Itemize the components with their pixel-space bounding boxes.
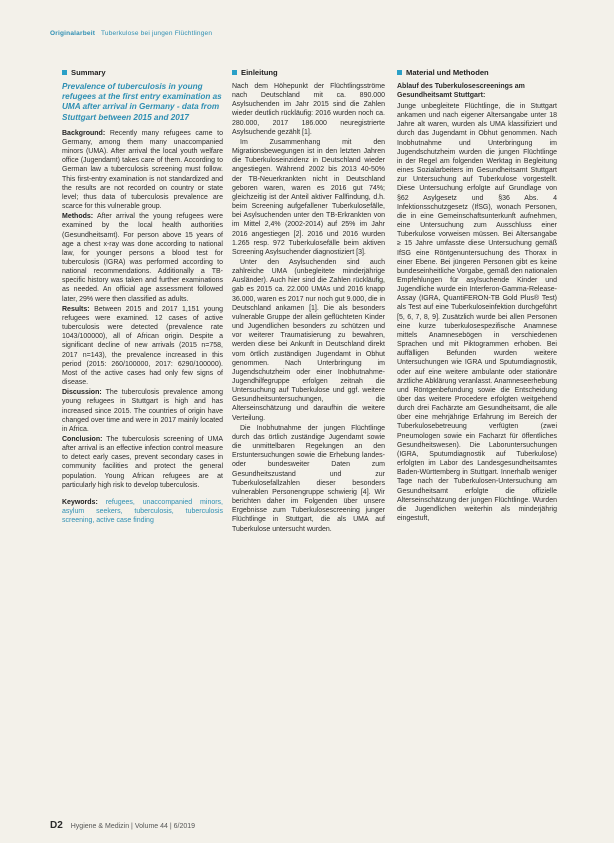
einleitung-heading — [232, 68, 385, 77]
summary-heading-label: Summary — [71, 68, 106, 77]
methods-label: Methods: — [62, 213, 94, 221]
page-number: D2 — [50, 820, 63, 831]
methoden-heading-label: Material und Methoden — [406, 68, 489, 77]
summary-conclusion — [62, 435, 223, 490]
section-bullet-icon — [62, 70, 67, 75]
einleitung-paragraph-1: Nach dem Höhepunkt der Flüchtlingsströme nach Deutschland mit ca. 890.000 Asylsuchenden im Jahr 2015 sind die Zahlen wieder deutlich rückläufig: 2016 wurden noch ca. 280.000, 2017 186.000 neuregistrierte Asylsuchende gezählt [1]. — [232, 83, 385, 136]
summary-methods — [62, 212, 223, 304]
methoden-column — [397, 68, 557, 524]
einleitung-paragraph-3: Unter den Asylsuchenden sind auch zahlreiche UMA (unbegleitete minderjährige Ausländer). Auch hier sind die Zahlen rückläufig, gab es 2015 ca. 22.000 UMAs und 2016 knapp 36.000, waren es 2017 nur noch gut 9.000, die in Deutschland ankamen [1]. Die als besonders vulnerable Gruppe der allein geflüchteten Kinder und Jugendlichen besonders zu schützen und vor weiterer Traumatisierung zu bewahren, werden diese bei Ankunft in Deutschland direkt vom örtlich zuständigen Jugendamt in Obhut genommen. Nach Unterbringung im Jugendschutzheim oder einer Inobhutnahme-Jugendhilfegruppe erfolgen zeitnah die Untersuchung auf Tuberkulose und ggf. weitere Gesundheitsuntersuchungen, die Alterseinschätzung und daraufhin die weitere Verteilung. — [232, 258, 385, 422]
methoden-paragraph-1: Junge unbegleitete Flüchtlinge, die in Stuttgart ankamen und nach eigener Altersangabe unter 18 Jahre alt waren, wurden als UMA klassifiziert und durch das Jugendamt in Obhut genommen. Nach Inobhutnahme und Unterbringung im Jugendschutzheim wurden die jungen Flüchtlinge in der Regel am folgenden Werktag in Begleitung eines Sozialarbeiters im Gesundheitsamt Stuttgart zur Untersuchung auf Tuberkulose vorgestellt. Diese Untersuchung erfolgte auf Grundlage von §62 Asylgesetz und §36 Abs. 4 Infektionsschutzgesetz (IfSG), wonach Personen, die in eine Gemeinschaftsunterkunft aufnehmen, eine Untersuchung zum Ausschluss einer Tuberkulose vorweisen müssen. Bei Altersangabe ≥ 15 Jahre umfasste diese Untersuchung gemäß IfSG eine Röntgenuntersuchung des Thorax in einer Ebene. Bei jüngeren Personen gibt es keine bundeseinheitliche Vorgabe, gemäß den nationalen Empfehlungen für asylsuchende Kinder und Jugendliche wurde ein Interferon-Gamma-Release-Assay (IGRA, QuantiFERON-TB Gold Plus® Test) als Test auf eine Tuberkuloseinfektion durchgeführt [5, 6, 7, 8, 9]. Zusätzlich wurde bei allen Personen eine kurze tuberkulosespezifische Anamnese mittels Anamnesebögen in verschiedenen Sprachen und mit Piktogrammen erhoben. Bei auffälligen Befunden wurden weitere Untersuchungen wie IGRA und Sputumdiagnostik, oder auf eine weitere ambulante oder stationäre ärztliche Abklärung veranlasst. Anamneseerhebung und Röntgenbefundung sowie die Entscheidung über das weitere Procedere erfolgten weitgehend durch drei Fachärzte am Gesundheitsamt, die alle über eine mehrjährige Erfahrung im Bereich der Tuberkulosebetreuung verfügten (zwei Pneumologen sowie ein Facharzt für öffentliches Gesundheitswesen). Die Laboruntersuchungen (IGRA, Sputumdiagnostik auf Tuberkulose) erfolgten im Labor des Landesgesundheitsamtes Baden-Württemberg in Stuttgart. Innerhalb weniger Tage nach der Tuberkulosen-Untersuchung am Gesundheitsamt erfolgte die offizielle Alterseinschätzung der jungen Flüchtlinge. Wurden die Jugendlichen weiterhin als minderjährig eingestuft, — [397, 103, 557, 523]
discussion-label: Discussion: — [62, 389, 102, 397]
results-text: Between 2015 and 2017 1,151 young refugees were examined. 12 cases of active tuberculosis were detected (prevalence rate 1043/100000), all of African origin. Despite a significant decline of new arrivals (2015 n=758, 2017 n=143), the prevalence increased in this period (2015: 260/100000, 2017: 6290/100000). Most of the active cases had only few signs of disease. — [62, 305, 223, 387]
background-label: Background: — [62, 129, 106, 137]
summary-column — [62, 68, 223, 526]
summary-results — [62, 305, 223, 387]
conclusion-label: Conclusion: — [62, 435, 103, 443]
summary-heading — [62, 68, 223, 77]
summary-title: Prevalence of tuberculosis in young refugees at the first entry examination as UMA after arrival in Germany - data from Stuttgart between 2015 and 2017 — [62, 82, 222, 122]
keywords-text: refugees, unaccompanied minors, asylum seekers, tuberculosis, tuberculosis screening, active case finding — [62, 498, 223, 525]
conclusion-text: The tuberculosis screening of UMA after arrival is an effective infection control measure to detect early cases, prevent secondary cases in community facilities and protect the general population. Young African refugees are at particularly high risk to develop tuberculosis. — [62, 435, 223, 489]
running-head-topic: Tuberkulose bei jungen Flüchtlingen — [100, 30, 213, 37]
section-bullet-icon — [397, 70, 402, 75]
methoden-heading — [397, 68, 557, 77]
running-head-category: Originalarbeit — [50, 30, 96, 37]
journal-citation: Hygiene & Medizin | Volume 44 | 6/2019 — [70, 823, 196, 830]
discussion-text: The tuberculosis prevalence among young refugees in Stuttgart is high and has increased since 2015. The countries of origin have changed over time and were in 2017 mainly located in Africa. — [62, 389, 223, 433]
einleitung-paragraph-4: Die Inobhutnahme der jungen Flüchtlinge durch das örtlich zuständige Jugendamt sowie die unmittelbaren Regelungen an den Erstuntersuchungen sowie die Erhebung landes- oder bundesweiter Daten zum Gesundheitszustand und zur Tuberkulosefallzahlen dieser besonders vulnerablen Personengruppe schwierig [4]. Wir berichten daher im Folgenden über unsere Ergebnisse zum Tuberkulosescreening junger Flüchtlinge in Stuttgart, die als UMA auf Tuberkulose untersucht wurden. — [232, 424, 385, 533]
background-text: Recently many refugees came to Germany, among them many unaccompanied minors (UMA). After arrival the local youth welfare office (Jugendamt) takes care of them. According to German law a tuberculosis screening must follow. This first-entry examination is not standardized and the results are not recorded on country or state level; thus data of tuberculosis prevalence are scarce for this vulnerable group. — [62, 129, 223, 211]
page-footer — [50, 820, 195, 831]
results-label: Results: — [62, 305, 90, 313]
einleitung-paragraph-2: Im Zusammenhang mit den Migrationsbewegungen ist in den letzten Jahren die Tuberkuloseinzidenz in Deutschland wieder angestiegen. Während 2002 bis 2013 40-50% der TB-Neuerkrankten nicht in Deutschland geboren waren, waren es 2016 gut 74%; gleichzeitig ist der Anteil aktiver Fallfindung, d.h. beim Screening aufgefallener Tuberkulosefälle, bei Asylsuchenden unter den TB-Erkrankten von im Mittel 2,4% (2002-2014) auf 25% im Jahr 2016 angestiegen [2]. 2016 und 2016 wurden 1.265 resp. 972 Tuberkulosefälle beim aktiven Screening Asylsuchender diagnostiziert [3]. — [232, 138, 385, 256]
methods-text: After arrival the young refugees were examined by the local health authorities (Gesundheitsamt). For person above 15 years of age a chest x-ray was done according to national law, for younger persons a blood test for tuberculosis (IGRA) was performed according to national recommendations. Additionally a TB-specific history was taken and further examinations as needed. An official age assessment followed later, 29% were then classified as adults. — [62, 213, 223, 303]
summary-discussion — [62, 388, 223, 434]
einleitung-heading-label: Einleitung — [241, 68, 278, 77]
running-head — [50, 30, 590, 37]
methoden-subheading: Ablauf des Tuberkulosescreenings am Gesundheitsamt Stuttgart: — [397, 83, 525, 99]
keywords-label: Keywords: — [62, 498, 98, 506]
section-bullet-icon — [232, 70, 237, 75]
summary-background — [62, 129, 223, 211]
einleitung-column — [232, 68, 385, 535]
summary-keywords — [62, 498, 223, 525]
